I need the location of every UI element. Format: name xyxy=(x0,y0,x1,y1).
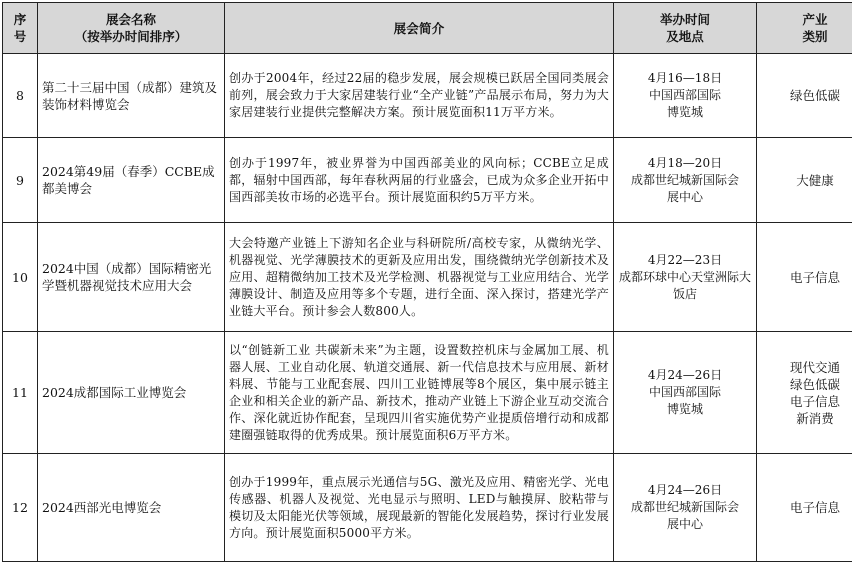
row-time-line: 成都世纪城新国际会 xyxy=(630,172,739,187)
header-row xyxy=(3,3,852,54)
row-time xyxy=(614,332,757,454)
exhibition-table xyxy=(2,2,852,562)
table-row xyxy=(3,223,852,332)
row-no: 10 xyxy=(3,223,38,332)
table-row xyxy=(3,138,852,223)
row-no: 8 xyxy=(3,54,38,138)
table-row xyxy=(3,332,852,454)
header-no xyxy=(3,3,38,54)
row-category-line: 电子信息 xyxy=(789,500,840,515)
row-category xyxy=(757,138,852,223)
row-time-line: 展中心 xyxy=(666,517,703,531)
header-name xyxy=(38,3,225,54)
row-category xyxy=(757,54,852,138)
row-name: 2024第49届（春季）CCBE成都美博会 xyxy=(38,138,225,223)
row-intro: 创办于2004年，经过22届的稳步发展，展会规模已跃居全国同类展会前列，展会致力于大家居建装行业“全产业链”产品展示布局，努力为大家居建装行业提供完整解决方案。预计展览面积11万平方米。 xyxy=(225,54,614,138)
row-time xyxy=(614,454,757,562)
table-row xyxy=(3,54,852,138)
row-name: 2024中国（成都）国际精密光学暨机器视觉技术应用大会 xyxy=(38,223,225,332)
row-category xyxy=(757,332,852,454)
row-category-line: 电子信息 xyxy=(789,269,840,285)
row-intro: 以“创链新工业 共碳新未来”为主题，设置数控机床与金属加工展、机器人展、工业自动化展、轨道交通展、新一代信息技术与应用展、新材料展、节能与工业配套展、四川工业链博展等8个展区，集中展示链主企业和相关企业的新产品、新技术，推动产业链上下游企业互动交流合作、深化就近协作配套，呈现四川省实施优势产业提质倍增行动和成都建圈强链取得的优秀成果。预计展览面积6万平方米。 xyxy=(225,332,614,454)
row-name: 2024成都国际工业博览会 xyxy=(38,332,225,454)
row-category-line: 大健康 xyxy=(796,172,834,188)
row-category xyxy=(757,223,852,332)
row-time-line: 4月18—20日 xyxy=(647,155,723,170)
row-category-line: 新消费 xyxy=(796,410,834,426)
row-time-line: 中国西部国际 xyxy=(648,88,721,102)
row-intro: 创办于1999年，重点展示光通信与5G、激光及应用、精密光学、光电传感器、机器人及视觉、光电显示与照明、LED与触摸屏、胶粘带与模切及太阳能光伏等领域，展现最新的智能化发展趋势，探讨行业发展方向。预计展览面积5000平方米。 xyxy=(225,454,614,562)
row-no: 12 xyxy=(3,454,38,562)
row-time-line: 博览城 xyxy=(666,105,703,119)
row-time-line: 中国西部国际 xyxy=(648,385,721,399)
header-category-line: 产业 xyxy=(802,12,828,27)
header-no-line: 序 xyxy=(13,12,27,27)
row-category-line: 绿色低碳 xyxy=(789,88,840,103)
header-category xyxy=(757,3,852,54)
header-category-line: 类别 xyxy=(802,29,828,44)
header-time-line: 及地点 xyxy=(666,29,704,44)
row-intro: 创办于1997年，被业界誉为中国西部美业的风向标；CCBE立足成都，辐射中国西部，每年春秋两届的行业盛会，已成为众多企业开拓中国西部美妆市场的必选平台。预计展览面积约5万平方米。 xyxy=(225,138,614,223)
row-time-line: 饭店 xyxy=(672,286,697,301)
row-time-line: 成都世纪城新国际会 xyxy=(630,500,739,514)
header-name-line: （按举办时间排序） xyxy=(74,29,188,44)
header-time xyxy=(614,3,757,54)
header-name-line: 展会名称 xyxy=(105,12,156,27)
row-category xyxy=(757,454,852,562)
row-intro: 大会特邀产业链上下游知名企业与科研院所/高校专家，从微纳光学、机器视觉、光学薄膜技术的更新及应用出发，围绕微纳光学创新技术及应用、超精微纳加工技术及光学检测、机器视觉与工业应用结合、光学薄膜设计、制造及应用等多个专题，进行全面、深入探讨，搭建光学产业链大平台。预计参会人数800人。 xyxy=(225,223,614,332)
row-category-line: 电子信息 xyxy=(789,393,840,409)
header-time-line: 举办时间 xyxy=(659,12,710,27)
row-category-line: 现代交通 xyxy=(789,359,840,375)
row-time-line: 4月16—18日 xyxy=(647,71,723,85)
row-no: 11 xyxy=(3,332,38,454)
row-time-line: 成都环球中心天堂洲际大 xyxy=(618,269,751,284)
row-time-line: 博览城 xyxy=(666,402,703,416)
row-time xyxy=(614,54,757,138)
row-time-line: 4月24—26日 xyxy=(647,483,723,497)
row-category-line: 绿色低碳 xyxy=(789,376,840,392)
row-time xyxy=(614,223,757,332)
header-intro: 展会简介 xyxy=(225,3,614,54)
table-row xyxy=(3,454,852,562)
row-time-line: 展中心 xyxy=(666,189,703,204)
row-time xyxy=(614,138,757,223)
row-name: 2024西部光电博览会 xyxy=(38,454,225,562)
row-time-line: 4月24—26日 xyxy=(647,368,723,382)
row-name: 第二十三届中国（成都）建筑及装饰材料博览会 xyxy=(38,54,225,138)
row-no: 9 xyxy=(3,138,38,223)
header-no-line: 号 xyxy=(13,29,27,44)
row-time-line: 4月22—23日 xyxy=(647,252,723,267)
